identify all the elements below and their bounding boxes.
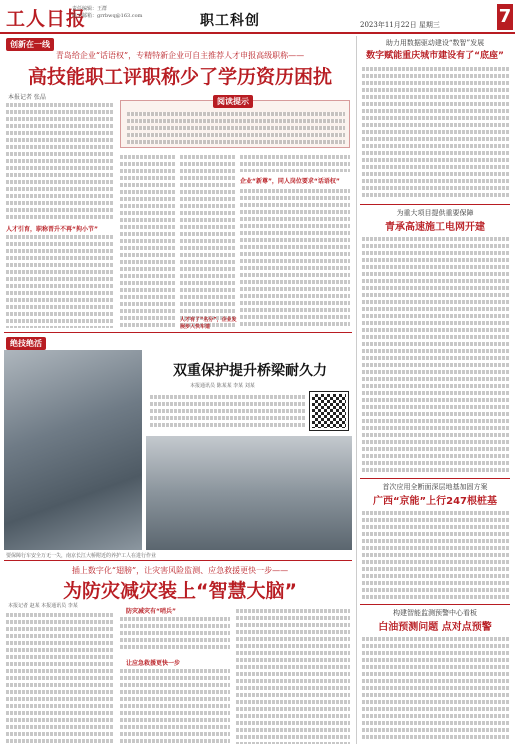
top-subhead-3: 企业“新尊”，同人岗位要求“话语权”: [240, 178, 340, 185]
bottom-subhead-1: 防灾减灾有“哨兵”: [126, 608, 176, 615]
reading-tips-box: [120, 97, 350, 148]
mid-intro-text: [150, 392, 306, 432]
right-divider-1: [360, 204, 510, 205]
column-rule: [356, 36, 357, 744]
right-divider-3: [360, 604, 510, 605]
top-body-col3: [180, 152, 236, 328]
right-b-body: [362, 234, 510, 474]
section-divider-1: [4, 332, 352, 333]
bottom-kicker: 插上数字化“翅膀”，让灾害风险监测、应急救援更快一步——: [71, 566, 289, 575]
right-c-kicker: 首次应用全断面深层地基加固方案: [382, 483, 488, 491]
right-c-body: [362, 508, 510, 600]
bottom-subhead-2: 让应急救援更快一步: [126, 660, 181, 667]
top-byline: 本报记者 张晶: [8, 94, 46, 101]
worker-photo-left: [4, 350, 142, 550]
masthead-info: [72, 6, 142, 20]
section-title: 职工科创: [200, 13, 260, 29]
right-a-title: 数字赋能重庆城市建设有了“底座”: [366, 51, 504, 61]
reading-tips-text: [127, 109, 345, 147]
column-badge-mid: 绝技绝活: [6, 337, 46, 350]
page-number: 7: [497, 4, 513, 30]
editor-line: 责任编辑：王群: [72, 6, 108, 12]
bottom-headline: 为防灾减灾装上“智慧大脑”: [63, 580, 297, 602]
right-d-title: 白油预测问题 点对点预警: [378, 622, 492, 633]
right-a-body: [362, 64, 510, 200]
right-b-title: 青承高速施工电网开建: [385, 222, 485, 233]
qr-code-icon: [310, 392, 348, 430]
photo-caption: 要保障行车安全万无一失，南京长江大桥附近的养护工人在进行作业: [6, 553, 157, 559]
right-b-kicker: 为重大项目提供重要保障: [396, 209, 474, 217]
top-headline: 高技能职工评职称少了学历资历困扰: [27, 66, 332, 88]
newspaper-logo: 工人日报: [6, 8, 87, 30]
top-body-col1b: [6, 232, 114, 328]
column-badge-top: 创新在一线: [6, 38, 54, 51]
bottom-body-col3: [236, 606, 350, 744]
top-body-col1a: [6, 100, 114, 220]
right-a-kicker: 助力用数据驱动建设“数智”发展: [385, 39, 485, 47]
top-subhead-2: 人才有了“名分”，企业发展步入快车道: [180, 317, 237, 330]
top-body-col4b: [240, 186, 350, 328]
top-body-col4a: [240, 152, 350, 172]
top-kicker: 青岛给企业“话语权”，专精特新企业可自主推荐人才申报高级职称——: [55, 51, 305, 60]
right-d-kicker: 构建智能监测预警中心看板: [393, 609, 477, 617]
bottom-body-col2b: [120, 666, 230, 744]
right-c-title: 广西“京能”上行247根桩基: [372, 496, 498, 507]
email-line: 电子邮箱：grrbwq@163.com: [72, 13, 143, 19]
bottom-body-col1: [6, 610, 114, 744]
mid-headline: 双重保护提升桥梁耐久力: [173, 363, 327, 379]
bottom-byline: 本报记者 赵某 本报通讯员 李某: [8, 603, 78, 609]
reading-tips-title: 阅读提示: [213, 95, 253, 108]
top-body-col2: [120, 152, 176, 328]
dateline: 2023年11月22日 星期三: [360, 21, 440, 29]
right-divider-2: [360, 478, 510, 479]
top-subhead-1: 人才引育，职称晋升不再“拘小节”: [6, 226, 98, 233]
mid-byline: 本报通讯员 陈某某 李某 刘某: [190, 383, 255, 389]
section-divider-2: [4, 560, 352, 561]
right-d-body: [362, 634, 510, 744]
bottom-body-col2a: [120, 614, 230, 654]
worker-photo-right: [146, 436, 352, 550]
